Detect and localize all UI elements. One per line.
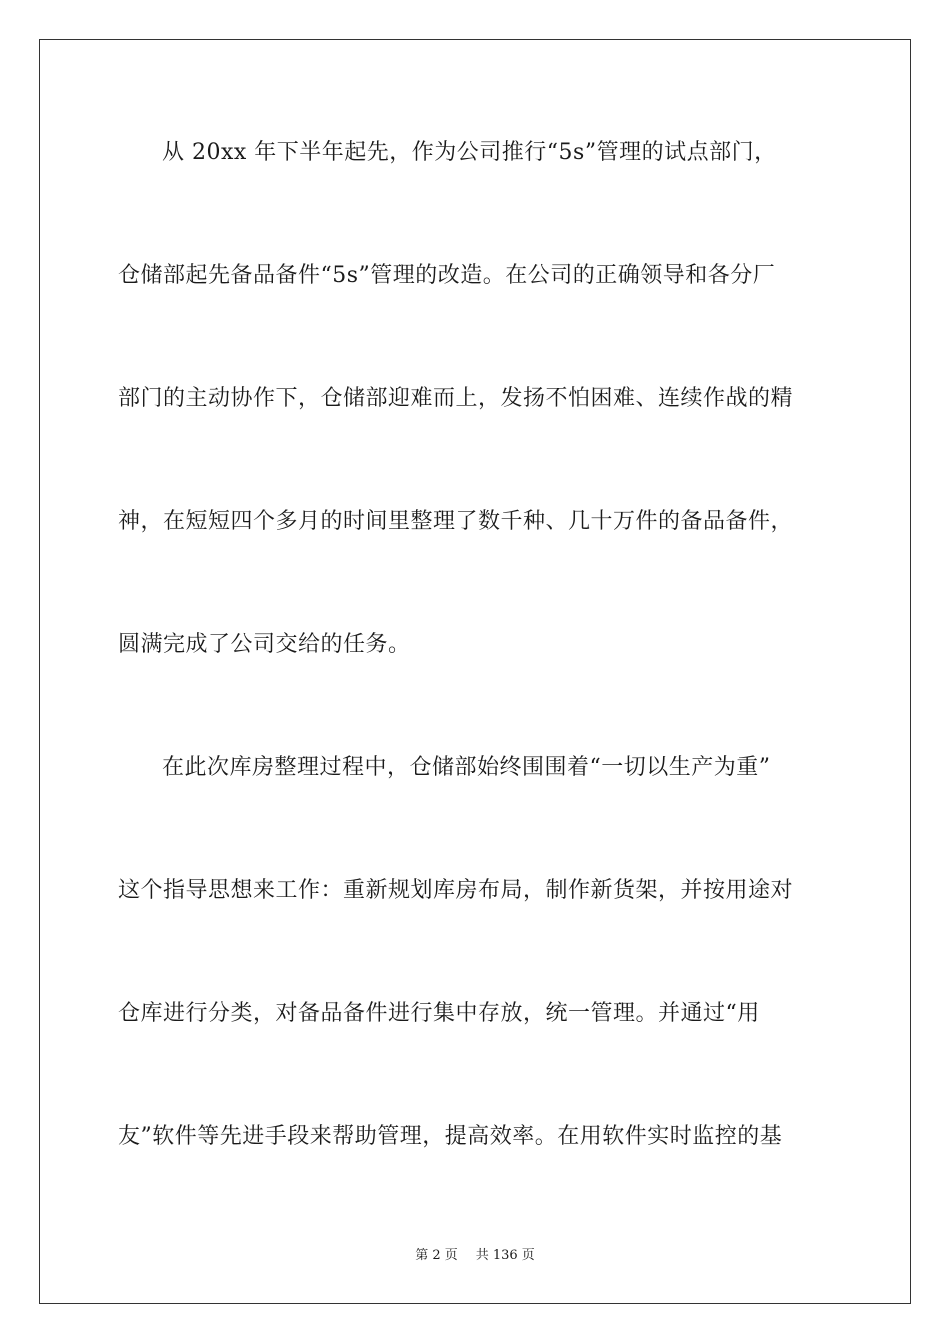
paragraph-1-line-2: 仓储部起先备品备件“5s”管理的改造。在公司的正确领导和各分厂 xyxy=(118,263,776,288)
paragraph-1-line-3: 部门的主动协作下，仓储部迎难而上，发扬不怕困难、连续作战的精 xyxy=(118,386,794,411)
paragraph-2-line-1: 在此次库房整理过程中，仓储部始终围围着“一切以生产为重” xyxy=(162,755,771,780)
page-footer xyxy=(0,1247,950,1265)
page-number: 第 2 页 xyxy=(415,1248,458,1263)
paragraph-2-line-4: 友”软件等先进手段来帮助管理，提高效率。在用软件实时监控的基 xyxy=(118,1124,783,1149)
paragraph-2-line-3: 仓库进行分类，对备品备件进行集中存放，统一管理。并通过“用 xyxy=(118,1001,760,1026)
paragraph-1-line-1: 从 20xx 年下半年起先，作为公司推行“5s”管理的试点部门， xyxy=(162,140,777,165)
paragraph-1-line-5: 圆满完成了公司交给的任务。 xyxy=(118,632,411,657)
paragraph-2-line-2: 这个指导思想来工作：重新规划库房布局，制作新货架，并按用途对 xyxy=(118,878,794,903)
page-total: 共 136 页 xyxy=(475,1248,535,1263)
paragraph-1-line-4: 神，在短短四个多月的时间里整理了数千种、几十万件的备品备件， xyxy=(118,509,794,534)
page-border xyxy=(39,39,911,1304)
